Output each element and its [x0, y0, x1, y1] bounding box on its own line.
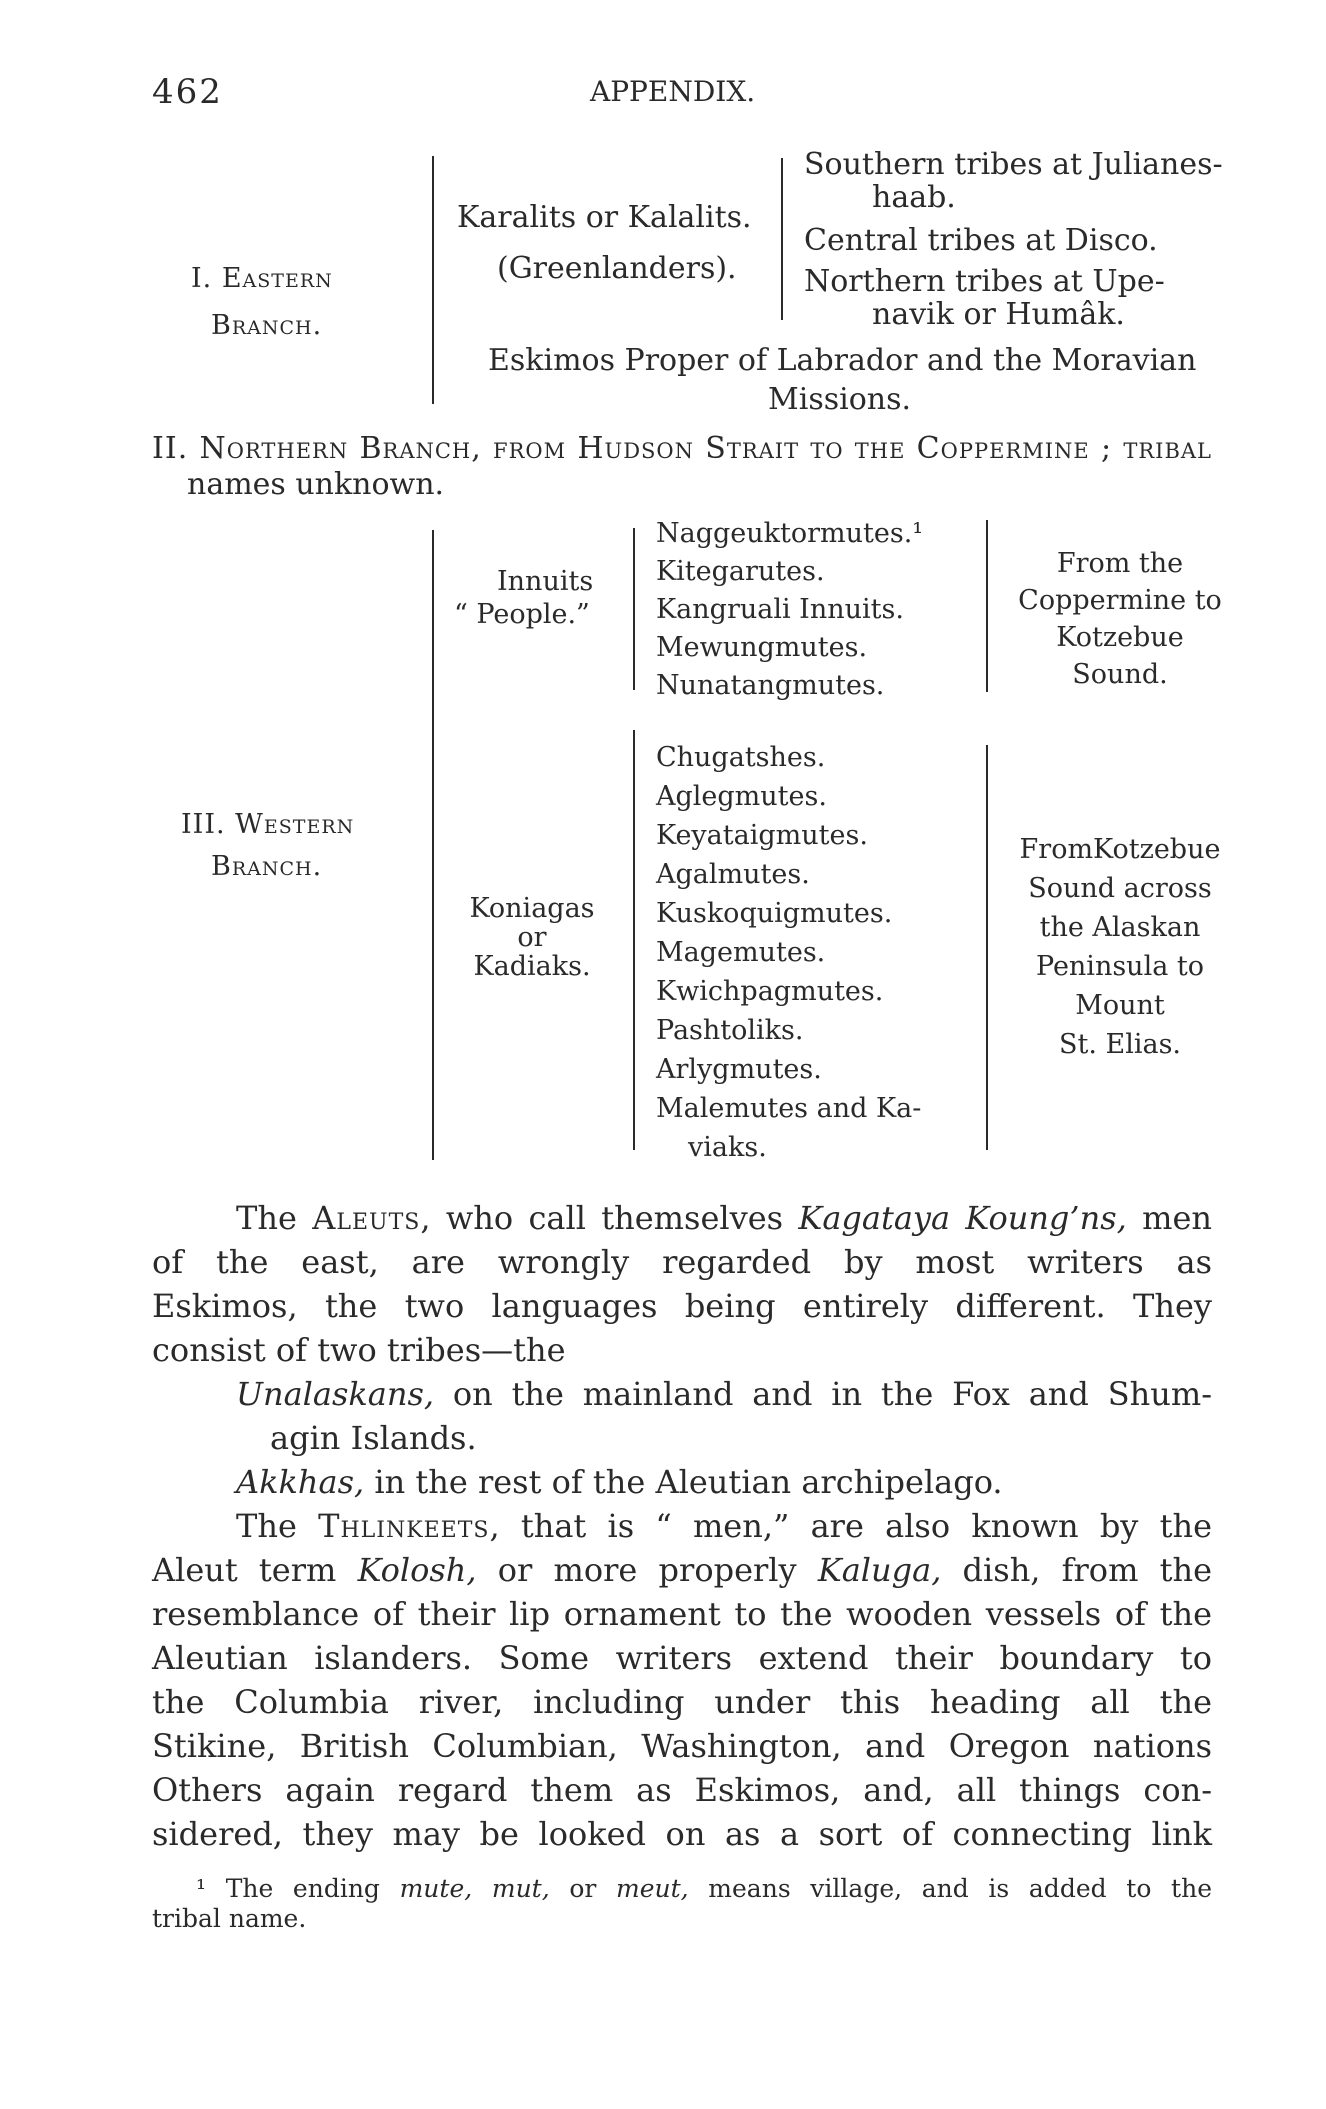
aleuts-line-4: consist of two tribes—the	[152, 1331, 566, 1369]
innuit-region-line: Sound.	[1072, 659, 1168, 690]
koniaga-tribe: Magemutes.	[656, 937, 826, 968]
koniagas-line-1: Koniagas	[469, 893, 595, 924]
koniaga-tribe: viaks.	[688, 1132, 767, 1163]
thlinkeets-line-6: Stikine, British Columbian, Washington, and Oregon nations	[152, 1727, 1212, 1765]
innuit-tribes-brace	[633, 528, 635, 690]
koniaga-tribe: Keyataigmutes.	[656, 820, 868, 851]
aleuts-line-3: Eskimos, the two languages being entirely different. They	[152, 1287, 1212, 1325]
koniaga-tribe: Pashtoliks.	[656, 1015, 804, 1046]
koniaga-tribe: Kwichpagmutes.	[656, 976, 884, 1007]
innuits-line-1: Innuits	[497, 566, 594, 597]
western-label-1: III. Western	[181, 809, 355, 840]
thlinkeets-line-8: sidered, they may be looked on as a sort of connecting link	[152, 1815, 1212, 1853]
northern-branch	[152, 431, 1212, 503]
aleuts-line-2: of the east, are wrongly regarded by most writers as	[152, 1243, 1212, 1281]
greenland-tribe-2: Central tribes at Disco.	[804, 223, 1158, 258]
koniaga-tribe: Malemutes and Ka-	[656, 1093, 922, 1124]
karalits-line-2: (Greenlanders).	[497, 251, 737, 286]
greenland-tribe-3-cont: navik or Humâk.	[872, 297, 1125, 332]
koniaga-tribes-brace	[633, 730, 635, 1150]
footnote-line-2: tribal name.	[152, 1904, 307, 1933]
eastern-outer-brace	[432, 156, 434, 404]
unalaskans-line-1: Unalaskans, on the mainland and in the Fox and Shum-	[236, 1375, 1212, 1413]
innuit-tribe: Mewungmutes.	[656, 632, 868, 663]
koniaga-tribe: Kuskoquigmutes.	[656, 898, 893, 929]
koniagas-line-2: or	[517, 922, 547, 953]
koniaga-region-line: Sound across	[1028, 873, 1212, 904]
labrador-line-1: Eskimos Proper of Labrador and the Moravian	[488, 343, 1197, 378]
koniaga-region-brace	[986, 745, 988, 1150]
koniaga-tribe: Agalmutes.	[656, 859, 810, 890]
koniaga-tribe: Arlygmutes.	[656, 1054, 822, 1085]
western-label-2: Branch.	[211, 851, 323, 882]
koniaga-tribes	[656, 738, 921, 1167]
unalaskans-line-2: agin Islands.	[270, 1419, 477, 1457]
koniaga-region-line: the Alaskan	[1039, 912, 1201, 943]
innuit-region	[1006, 545, 1234, 693]
aleuts-line-1: The Aleuts, who call themselves Kagataya Koung’ns, men	[236, 1199, 1213, 1237]
thlinkeets-line-5: the Columbia river, including under this heading all the	[152, 1683, 1212, 1721]
karalits-line-1: Karalits or Kalalits.	[457, 200, 752, 235]
thlinkeets-line-4: Aleutian islanders. Some writers extend their boundary to	[152, 1639, 1212, 1677]
footnote-line-1: ¹ The ending mute, mut, or meut, means village, and is added to the	[196, 1874, 1212, 1903]
greenland-tribe-3: Northern tribes at Upe-	[804, 264, 1165, 299]
thlinkeets-line-3: resemblance of their lip ornament to the wooden vessels of the	[152, 1595, 1212, 1633]
greenland-tribes-brace	[781, 158, 783, 320]
eastern-label-1: I. Eastern	[191, 263, 333, 294]
innuit-region-line: From the	[1056, 548, 1184, 579]
koniaga-region-line: Peninsula to	[1035, 951, 1204, 982]
innuit-tribe: Nunatangmutes.	[656, 670, 885, 701]
innuit-tribe: Naggeuktormutes.¹	[656, 518, 924, 549]
innuits-line-2: “ People.”	[454, 599, 590, 630]
koniaga-tribe: Aglegmutes.	[656, 781, 827, 812]
koniagas-group	[452, 892, 612, 984]
body-text	[152, 1196, 1212, 1856]
innuit-region-line: Kotzebue	[1056, 622, 1184, 653]
koniaga-region-line: Mount	[1075, 990, 1165, 1021]
innuit-tribes	[656, 515, 923, 705]
greenland-tribe-1-cont: haab.	[872, 180, 956, 215]
running-head: APPENDIX.	[590, 75, 756, 108]
thlinkeets-line-2: Aleut term Kolosh, or more properly Kaluga, dish, from the	[152, 1551, 1213, 1589]
page-number: 462	[152, 72, 223, 112]
koniaga-region-line: St. Elias.	[1058, 1029, 1182, 1060]
koniaga-region-line: FromKotzebue	[1019, 834, 1221, 865]
western-outer-brace	[432, 530, 434, 1160]
innuit-region-brace	[986, 520, 988, 692]
koniaga-tribe: Chugatshes.	[656, 742, 826, 773]
innuit-tribe: Kitegarutes.	[656, 556, 825, 587]
northern-line-1: II. Northern Branch, from Hudson Strait to the Coppermine ; tribal	[152, 431, 1212, 466]
koniagas-line-3: Kadiaks.	[473, 951, 591, 982]
northern-line-2: names unknown.	[187, 467, 445, 502]
innuit-tribe: Kangruali Innuits.	[656, 594, 904, 625]
thlinkeets-line-1: The Thlinkeets, that is “ men,” are also known by the	[236, 1507, 1213, 1545]
footnote	[152, 1874, 1212, 1934]
akkhas-line: Akkhas, in the rest of the Aleutian archipelago.	[236, 1463, 1003, 1501]
innuit-region-line: Coppermine to	[1018, 585, 1222, 616]
greenland-tribe-1: Southern tribes at Julianes-	[804, 147, 1223, 182]
thlinkeets-line-7: Others again regard them as Eskimos, and, all things con-	[152, 1771, 1212, 1809]
labrador-line-2: Missions.	[768, 382, 912, 417]
koniaga-region	[1006, 830, 1234, 1064]
eastern-label-2: Branch.	[211, 310, 323, 341]
